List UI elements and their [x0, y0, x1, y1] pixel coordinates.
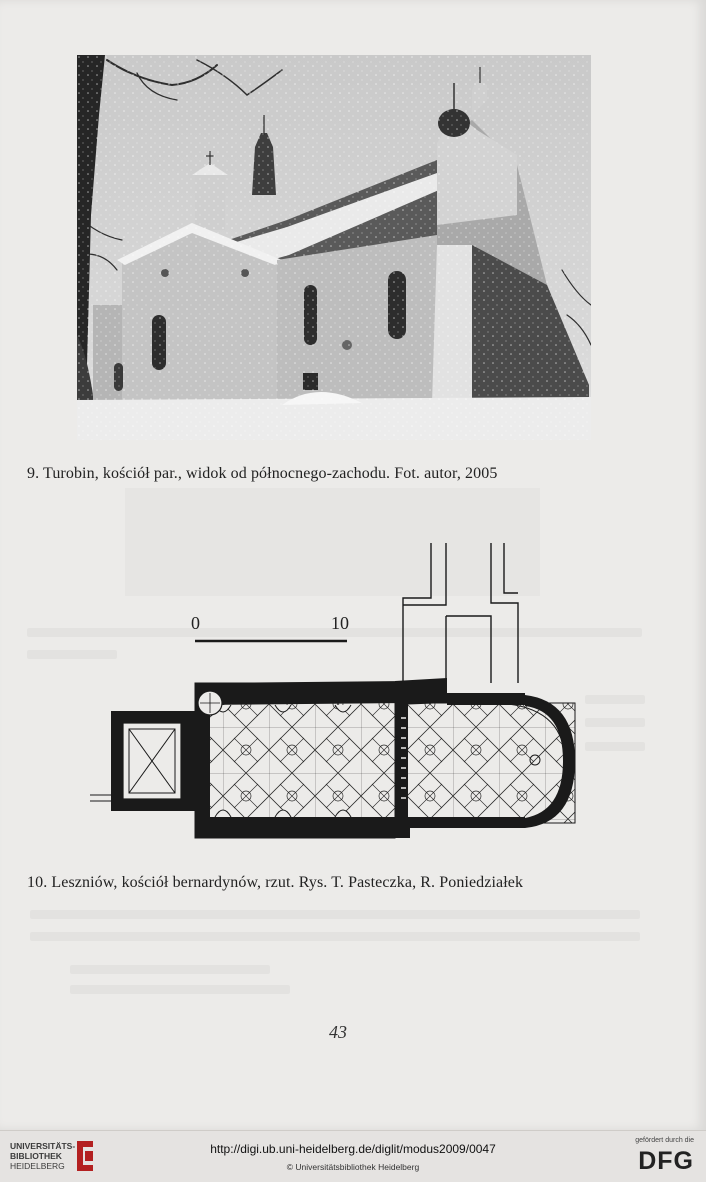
funder-note: gefördert durch die — [635, 1137, 694, 1144]
bleed-through-line — [585, 695, 645, 704]
library-name-line: UNIVERSITÄTS- — [10, 1141, 76, 1151]
page-number: 43 — [329, 1022, 347, 1042]
church-photograph — [77, 55, 591, 440]
library-name-line: HEIDELBERG — [10, 1161, 65, 1171]
scale-end-label: 10 — [331, 613, 349, 633]
dfg-logo: DFG — [638, 1147, 694, 1175]
figure-caption-9: 9. Turobin, kościół par., widok od północnego-zachodu. Fot. autor, 2005 — [27, 465, 498, 482]
scale-start-label: 0 — [191, 613, 200, 633]
figure-caption-10: 10. Leszniów, kościół bernardynów, rzut. Rys. T. Pasteczka, R. Poniedziałek — [27, 874, 524, 891]
bleed-through-line — [70, 985, 290, 994]
copyright-notice: © Universitätsbibliothek Heidelberg — [286, 1162, 420, 1172]
bleed-through-line — [585, 742, 645, 751]
bleed-through-line — [585, 718, 645, 727]
bleed-through-line — [70, 965, 270, 974]
library-name-line: BIBLIOTHEK — [10, 1151, 62, 1161]
permalink-url[interactable]: http://digi.ub.uni-heidelberg.de/diglit/modus2009/0047 — [210, 1142, 496, 1156]
bleed-through-line — [30, 910, 640, 919]
viewer-footer — [0, 1130, 706, 1182]
floor-plan-drawing — [85, 543, 585, 845]
bleed-through-line — [30, 932, 640, 941]
